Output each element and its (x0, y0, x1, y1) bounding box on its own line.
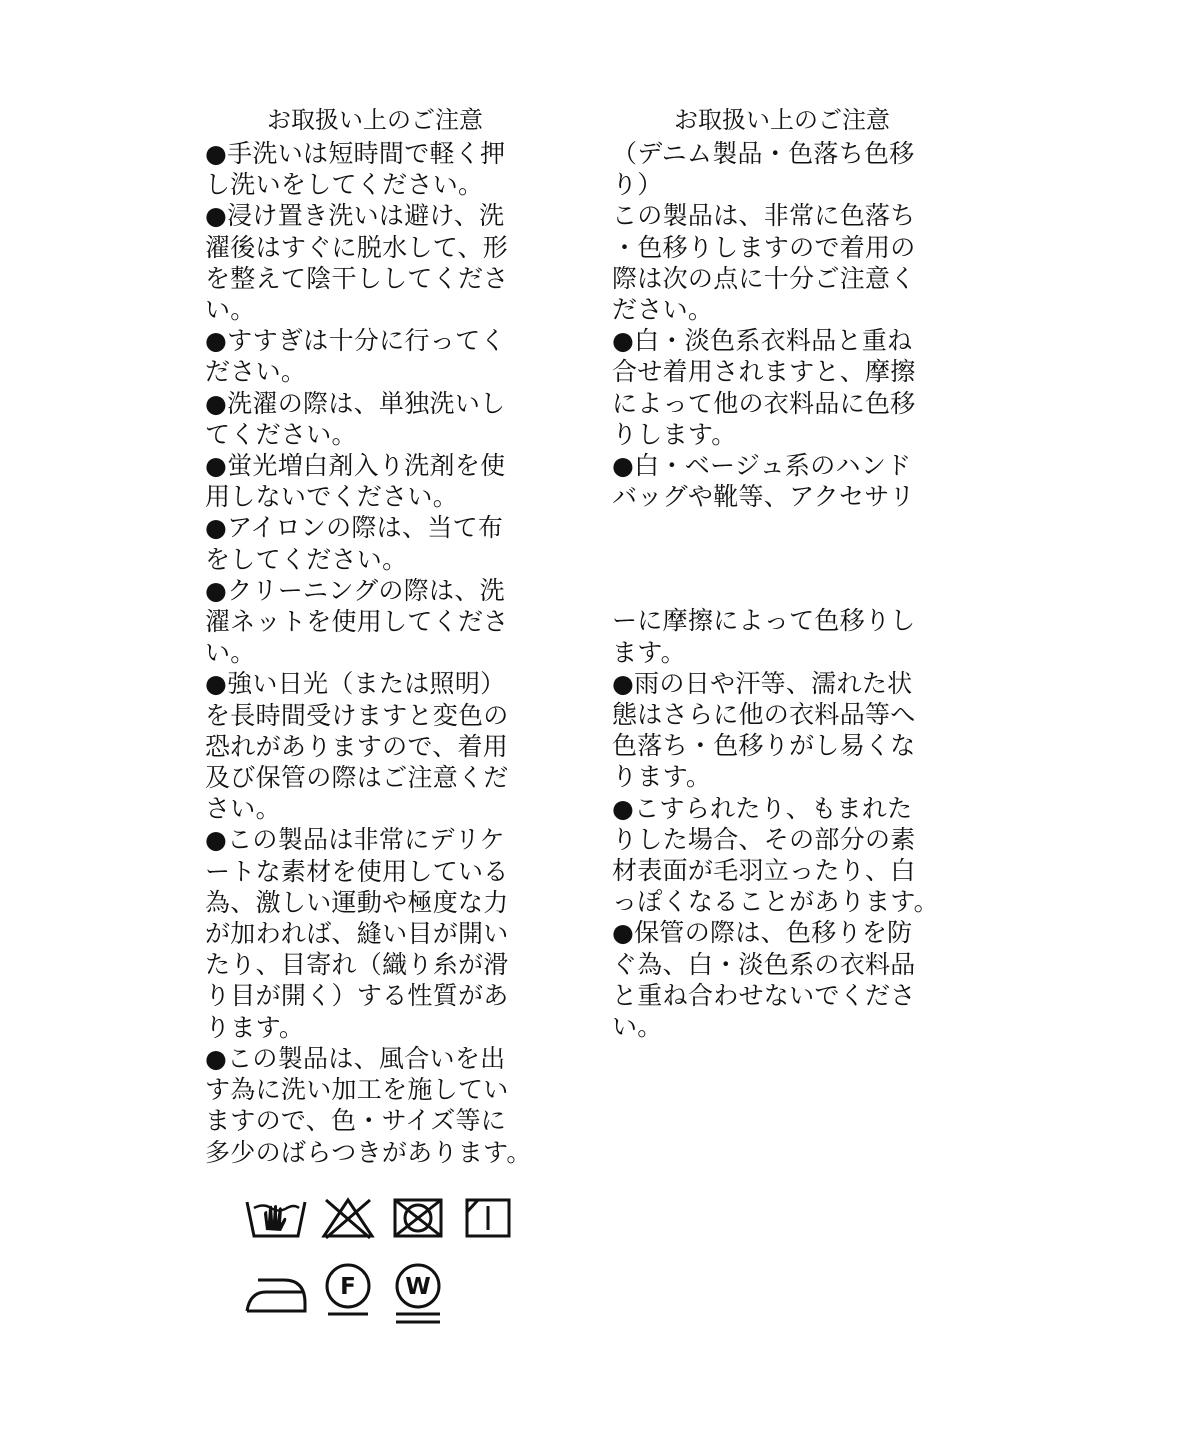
instruction-line: ます。 (612, 637, 686, 667)
instruction-line: ●すすぎは十分に行ってく (205, 326, 506, 356)
instruction-line: りした場合、その部分の素 (612, 824, 916, 854)
instruction-line: をしてください。 (205, 544, 408, 574)
care-instructions-left (205, 104, 545, 1168)
instruction-line: い。 (205, 295, 256, 325)
care-instructions-right (612, 104, 952, 1042)
instruction-line: ●保管の際は、色移りを防 (612, 918, 913, 948)
instruction-line: ・色移りしますので着用の (612, 232, 916, 262)
instruction-line: ●アイロンの際は、当て布 (205, 513, 504, 543)
instruction-line: 濯ネットを使用してくださ (205, 607, 509, 637)
instruction-line: ります。 (612, 762, 712, 792)
no-tumble-dry-icon (390, 1196, 446, 1240)
instruction-line: り目が開く）する性質があ (205, 981, 509, 1011)
w-letter: W (405, 1274, 431, 1300)
instruction-line: ●白・淡色系衣料品と重ね (612, 326, 913, 356)
instruction-line: てください。 (205, 419, 357, 449)
instruction-line: ーに摩擦によって色移りし (612, 606, 916, 636)
instruction-line: さい。 (205, 794, 281, 824)
instruction-line: バッグや靴等、アクセサリ (612, 482, 915, 512)
instruction-line: ださい。 (612, 295, 714, 325)
care-symbols-row-1 (244, 1194, 534, 1246)
instruction-line: を長時間受けますと変色の (205, 700, 509, 730)
iron-icon (244, 1268, 310, 1316)
instruction-line: ●こすられたり、もまれた (612, 793, 913, 823)
blank-gap (612, 512, 952, 605)
instruction-line: ださい。 (205, 357, 307, 387)
instruction-line: ●クリーニングの際は、洗 (205, 575, 505, 605)
instruction-line: ートな素材を使用している (205, 856, 509, 886)
instructions-list-bottom (612, 605, 952, 1042)
instruction-line: ますので、色・サイズ等に (205, 1106, 507, 1136)
instruction-line: す為に洗い加工を施してい (205, 1075, 509, 1105)
instruction-line: ります。 (205, 1012, 305, 1042)
instruction-line: ●浸け置き洗いは避け、洗 (205, 201, 505, 231)
instruction-line: 色落ち・色移りがし易くな (612, 731, 916, 761)
instruction-line: によって他の衣料品に色移 (612, 388, 916, 418)
instruction-line: ●洗濯の際は、単独洗いし (205, 388, 506, 418)
hand-wash-icon (244, 1194, 308, 1242)
instruction-line: りします。 (612, 419, 737, 449)
instruction-line: ●強い日光（または照明） (205, 669, 506, 699)
wet-clean-w-icon (392, 1262, 444, 1326)
instruction-line: ●手洗いは短時間で軽く押 (205, 139, 506, 168)
instruction-line: 濯後はすぐに脱水して、形 (205, 232, 509, 262)
instruction-line: 態はさらに他の衣料品等へ (612, 700, 916, 730)
instruction-line: ●雨の日や汗等、濡れた状 (612, 668, 913, 698)
instruction-line: を整えて陰干ししてくださ (205, 263, 509, 293)
drip-dry-icon (464, 1196, 512, 1240)
instruction-line: ぐ為、白・淡色系の衣料品 (612, 949, 916, 979)
instruction-line: い。 (612, 1012, 663, 1042)
instruction-line: 為、激しい運動や極度な力 (205, 887, 509, 917)
instruction-line: っぽくなることがあります。 (612, 887, 939, 917)
instruction-line: と重ね合わせないでくださ (612, 980, 916, 1010)
instruction-line: ●白・ベージュ系のハンド (612, 451, 912, 481)
instruction-line: ●この製品は、風合いを出 (205, 1043, 506, 1073)
dry-clean-f-icon (322, 1262, 374, 1318)
instruction-line: この製品は、非常に色落ち (612, 201, 916, 231)
instruction-line: 多少のばらつきがあります。 (205, 1137, 532, 1167)
instruction-line: 用しないでください。 (205, 482, 459, 512)
care-symbols-row-2 (244, 1262, 464, 1332)
instruction-line: 際は次の点に十分ご注意く (612, 263, 916, 293)
instruction-line: ●蛍光増白剤入り洗剤を使 (205, 451, 506, 481)
instruction-line: 恐れがありますので、着用 (205, 731, 509, 761)
section-title: お取扱い上のご注意 (267, 106, 483, 134)
instructions-list-top (612, 138, 952, 512)
instruction-line: 合せ着用されますと、摩擦 (612, 357, 916, 387)
instruction-line: 及び保管の際はご注意くだ (205, 763, 509, 793)
instruction-line: い。 (205, 638, 256, 668)
f-letter: F (340, 1274, 356, 1300)
instruction-line: 材表面が毛羽立ったり、白 (612, 856, 916, 886)
instruction-line: り） (612, 170, 663, 200)
instruction-line: し洗いをしてください。 (205, 170, 484, 200)
instruction-line: ●この製品は非常にデリケ (205, 825, 505, 855)
instruction-line: たり、目寄れ（織り糸が滑 (205, 950, 509, 980)
instruction-line: が加われば、縫い目が開い (205, 919, 509, 949)
instruction-line: （デニム製品・色落ち色移 (612, 139, 915, 168)
section-title: お取扱い上のご注意 (674, 106, 890, 134)
instructions-list (205, 138, 545, 1168)
no-bleach-icon (320, 1196, 376, 1240)
